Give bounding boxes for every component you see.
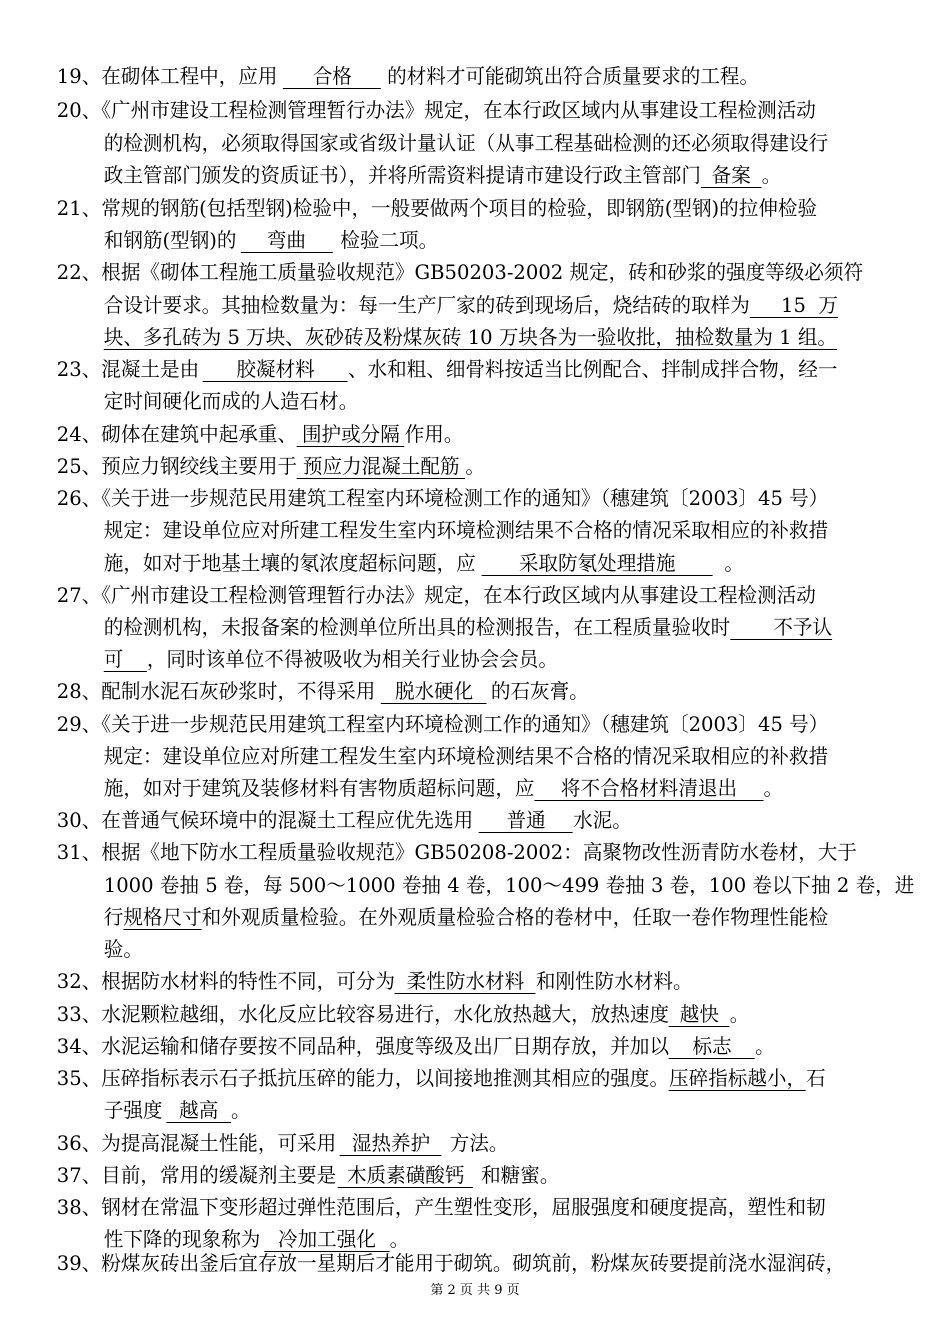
answer-blank: 弯曲 — [240, 228, 332, 253]
text: 36、为提高混凝土性能，可采用 — [56, 1131, 337, 1155]
answer-blank: 越高 — [166, 1098, 231, 1123]
item-23-cont — [0, 385, 930, 417]
text: 38、钢材在常温下变形超过弹性范围后，产生塑性变形，屈服强度和硬度提高，塑性和韧 — [56, 1195, 826, 1219]
text: 32、根据防水材料的特性不同，可分为 — [56, 969, 395, 993]
item-31-cont — [0, 933, 930, 965]
text: 33、水泥颗粒越细，水化反应比较容易进行，水化放热越大，放热速度 — [56, 1002, 670, 1026]
text: 性下降的现象称为 — [103, 1227, 261, 1251]
item-29 — [0, 708, 930, 740]
text: 20、《广州市建设工程检测管理暂行办法》规定，在本行政区域内从事建设工程检测活动 — [56, 98, 816, 122]
item-24 — [0, 418, 930, 450]
text: 。 — [389, 1227, 410, 1251]
text: 19、在砌体工程中，应用 — [56, 64, 278, 88]
text: 子强度 — [103, 1098, 163, 1122]
answer-blank: 将不合格材料清退出 — [534, 776, 763, 801]
answer-blank: 合格 — [283, 64, 381, 89]
text: 26、《关于进一步规范民用建筑工程室内环境检测工作的通知》（穗建筑〔2003〕45 号） — [56, 486, 829, 510]
answer-blank: 15 万 — [750, 293, 838, 318]
text: 。 — [465, 454, 485, 478]
item-31-cont — [0, 869, 930, 901]
answer-blank: 标志 — [669, 1034, 755, 1059]
item-20-cont — [0, 159, 930, 191]
answer-blank: 柔性防水材料 — [395, 969, 536, 994]
text: 1000 卷抽 5 卷，每 500～1000 卷抽 4 卷，100～499 卷抽 3 卷，100 卷以下抽 2 卷，进 — [103, 873, 915, 897]
item-36 — [0, 1127, 930, 1159]
text: 合设计要求。其抽检数量为：每一生产厂家的砖到现场后，烧结砖的取样为 — [103, 293, 750, 317]
text: 的石灰膏。 — [490, 679, 589, 703]
text: 29、《关于进一步规范民用建筑工程室内环境检测工作的通知》（穗建筑〔2003〕45 号） — [56, 712, 829, 736]
item-25 — [0, 450, 930, 482]
answer-blank: 可 — [104, 647, 147, 672]
text: 和钢筋(型钢)的 — [103, 228, 237, 252]
text: 。 — [729, 1002, 750, 1026]
text: 政主管部门颁发的资质证书），并将所需资料提请市建设行政主管部门 — [103, 163, 701, 187]
answer-blank: 预应力混凝土配筋 — [297, 454, 465, 479]
answer-blank: 越快 — [669, 1002, 730, 1027]
item-31 — [0, 836, 930, 868]
item-22-cont — [0, 289, 930, 321]
item-35 — [0, 1062, 930, 1094]
text: 水泥。 — [573, 808, 632, 832]
text: 22、根据《砌体工程施工质量验收规范》GB50203-2002 规定，砖和砂浆的强度等级必须符 — [56, 260, 864, 284]
text: 35、压碎指标表示石子抵抗压碎的能力，以间接地推测其相应的强度。 — [56, 1066, 670, 1090]
text: 的检测机构，必须取得国家或省级计量认证（从事工程基础检测的还必须取得建设行 — [103, 131, 829, 155]
item-22 — [0, 256, 930, 288]
item-27-cont — [0, 611, 930, 643]
text: 28、配制水泥石灰砂浆时，不得采用 — [56, 679, 376, 703]
answer-blank: 胶凝材料 — [203, 357, 348, 382]
text: 规定：建设单位应对所建工程发生室内环境检测结果不合格的情况采取相应的补救措 — [103, 744, 829, 768]
text: 24、砌体在建筑中起承重、 — [56, 422, 298, 446]
item-34 — [0, 1030, 930, 1062]
text: 施，如对于建筑及装修材料有害物质超标问题，应 — [103, 776, 535, 800]
item-28 — [0, 675, 930, 707]
item-27-cont — [0, 643, 930, 675]
text: 和刚性防水材料。 — [535, 969, 693, 993]
answer-blank: 备案 — [701, 163, 762, 188]
item-30 — [0, 804, 930, 836]
text: 。 — [763, 776, 784, 800]
text: 34、水泥运输和储存要按不同品种，强度等级及出厂日期存放，并加以 — [56, 1034, 670, 1058]
item-29-cont — [0, 740, 930, 772]
item-19 — [0, 60, 930, 92]
item-29-cont — [0, 772, 930, 804]
item-27 — [0, 579, 930, 611]
text: 验。 — [103, 937, 143, 961]
item-22-cont — [0, 321, 930, 353]
page-footer: 第 2 页 共 9 页 — [430, 1283, 520, 1298]
answer-blank: 不予认 — [730, 615, 832, 640]
item-20-cont — [0, 127, 930, 159]
text: 作用。 — [404, 422, 464, 446]
text: 和外观质量检验。在外观质量检验合格的卷材中，任取一卷作物理性能检 — [201, 905, 829, 929]
answer-blank: 围护或分隔 — [297, 422, 405, 447]
text: 37、目前，常用的缓凝剂主要是 — [56, 1163, 337, 1187]
text: 规定：建设单位应对所建工程发生室内环境检测结果不合格的情况采取相应的补救措 — [103, 518, 829, 542]
item-38 — [0, 1191, 930, 1223]
item-26-cont — [0, 514, 930, 546]
answer-blank: 木质素磺酸钙 — [338, 1163, 473, 1188]
text: 23、混凝土是由 — [56, 357, 200, 381]
item-31-cont — [0, 901, 930, 933]
text: 25、预应力钢绞线主要用于 — [56, 454, 298, 478]
underlined-text: 压碎指标越小， — [669, 1066, 807, 1090]
text: 施，如对于地基土壤的氡浓度超标问题，应 — [103, 551, 476, 575]
item-33 — [0, 998, 930, 1030]
item-26 — [0, 482, 930, 514]
text: 。 — [761, 163, 782, 187]
item-37 — [0, 1159, 930, 1191]
item-35-cont — [0, 1094, 930, 1126]
text: 21、常规的钢筋(包括型钢)检验中，一般要做两个项目的检验，即钢筋(型钢)的拉伸检验 — [56, 196, 818, 220]
text: 的检测机构，未报备案的检测单位所出具的检测报告，在工程质量验收时 — [103, 615, 731, 639]
text: 30、在普通气候环境中的混凝土工程应优先选用 — [56, 808, 474, 832]
text: 。 — [724, 551, 744, 575]
text: 、水和粗、细骨料按适当比例配合、拌制成拌合物，经一 — [347, 357, 838, 381]
text: 石 — [806, 1066, 826, 1090]
item-32 — [0, 965, 930, 997]
answer-blank: 普通 — [479, 808, 573, 833]
underlined-text: 块、多孔砖为 5 万块、灰砂砖及粉煤灰砖 10 万块各为一验收批，抽检数量为 1 组。 — [103, 325, 838, 349]
text: 。 — [755, 1034, 775, 1058]
text: 的材料才可能砌筑出符合质量要求的工程。 — [387, 64, 760, 88]
text: 。 — [231, 1098, 251, 1122]
text: 和糖蜜。 — [481, 1163, 560, 1187]
answer-blank: 规格尺寸 — [123, 905, 202, 929]
text: 31、根据《地下防水工程质量验收规范》GB50208-2002：高聚物改性沥青防水卷材，大于 — [56, 840, 857, 864]
text: 方法。 — [449, 1131, 509, 1155]
text: 27、《广州市建设工程检测管理暂行办法》规定，在本行政区域内从事建设工程检测活动 — [56, 583, 816, 607]
item-21 — [0, 192, 930, 224]
text: 检验二项。 — [340, 228, 439, 252]
text: ，同时该单位不得被吸收为相关行业协会会员。 — [146, 647, 558, 671]
item-39 — [0, 1247, 930, 1279]
answer-blank: 湿热养护 — [340, 1131, 442, 1156]
text: 定时间硬化而成的人造石材。 — [103, 389, 359, 413]
answer-blank: 脱水硬化 — [381, 679, 487, 704]
text: 39、粉煤灰砖出釜后宜存放一星期后才能用于砌筑。砌筑前，粉煤灰砖要提前浇水湿润砖， — [56, 1251, 846, 1275]
item-23 — [0, 353, 930, 385]
item-20 — [0, 94, 930, 126]
answer-blank: 冷加工强化 — [264, 1227, 389, 1252]
answer-blank: 采取防氡处理措施 — [482, 551, 713, 576]
text: 行 — [103, 905, 124, 929]
item-21-cont — [0, 224, 930, 256]
item-26-cont — [0, 547, 930, 579]
